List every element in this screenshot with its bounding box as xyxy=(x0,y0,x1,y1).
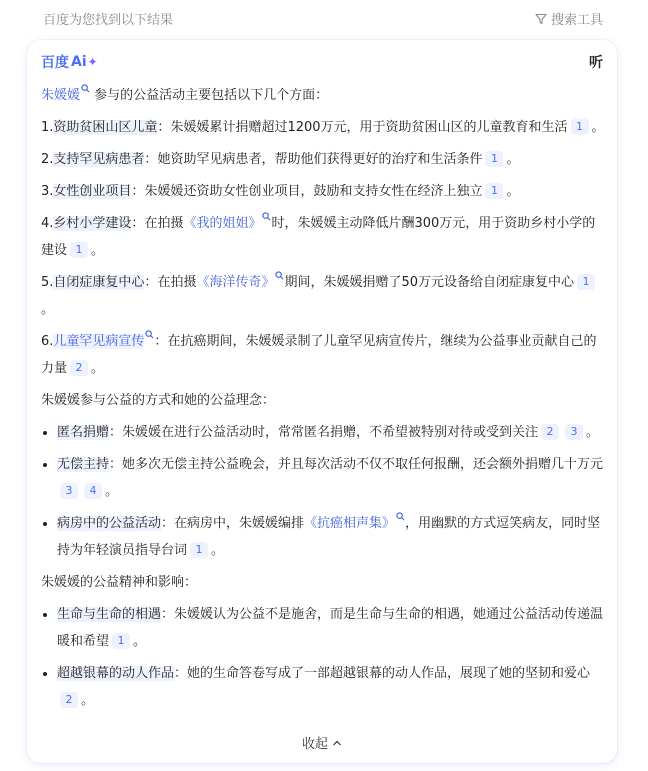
bullet-item: 超越银幕的动人作品：她的生命答卷写成了一部超越银幕的动人作品，展现了她的坚韧和爱心2 。 xyxy=(41,660,607,714)
section-heading: 朱媛媛的公益精神和影响： xyxy=(41,575,198,590)
listen-button[interactable]: 听 xyxy=(589,55,603,71)
answer-content xyxy=(41,82,607,719)
drama-link[interactable]: 《海洋传奇》 xyxy=(196,275,275,290)
citation-badge[interactable]: 1 xyxy=(577,274,595,290)
search-icon xyxy=(396,512,405,521)
list-item: 6.儿童罕见病宣传 ：在抗癌期间，朱媛媛录制了儿童罕见病宣传片，继续为公益事业贡献自己的力量 2 。 xyxy=(41,328,607,382)
list-item: 1.资助贫困山区儿童：朱媛媛累计捐赠超过1200万元，用于资助贫困山区的儿童教育和生活 1 。 xyxy=(41,120,605,135)
item-title: 女性创业项目 xyxy=(53,184,132,199)
search-tools-button[interactable] xyxy=(535,9,603,28)
item-title: 乡村小学建设 xyxy=(53,216,132,231)
item-title: 无偿主持 xyxy=(57,457,110,472)
bullet-dot xyxy=(43,613,47,617)
search-icon xyxy=(81,84,90,93)
citation-badge[interactable]: 1 xyxy=(112,633,130,649)
item-title-link[interactable]: 儿童罕见病宣传 xyxy=(53,334,145,349)
filter-icon xyxy=(535,13,547,25)
work-link[interactable]: 《抗癌相声集》 xyxy=(304,516,396,531)
bullet-item: 生命与生命的相遇：朱媛媛认为公益不是施舍，而是生命与生命的相遇，她通过公益活动传递温暖和希望 1 。 xyxy=(41,601,607,655)
citation-badge[interactable]: 2 xyxy=(60,692,78,708)
list-item: 2.支持罕见病患者：她资助罕见病患者，帮助他们获得更好的治疗和生活条件 1 。 xyxy=(41,152,520,167)
item-title: 资助贫困山区儿童 xyxy=(53,120,158,135)
bullet-item: 无偿主持：她多次无偿主持公益晚会，并且每次活动不仅不取任何报酬，还会额外捐赠几十万元3 4 。 xyxy=(41,451,607,505)
item-title: 自闭症康复中心 xyxy=(53,275,145,290)
item-title: 匿名捐赠 xyxy=(57,425,110,440)
person-link[interactable]: 朱媛媛 xyxy=(41,88,81,103)
item-title: 超越银幕的动人作品 xyxy=(57,666,175,681)
citation-badge[interactable]: 1 xyxy=(190,542,208,558)
list-item: 5.自闭症康复中心：在拍摄《海洋传奇》 期间，朱媛媛捐赠了50万元设备给自闭症康复中心 1。 xyxy=(41,269,607,323)
list-item: 3.女性创业项目：朱媛媛还资助女性创业项目，鼓励和支持女性在经济上独立 1 。 xyxy=(41,184,520,199)
results-header xyxy=(0,0,648,34)
item-title: 病房中的公益活动 xyxy=(57,516,162,531)
bullet-dot xyxy=(43,672,47,676)
citation-badge[interactable]: 3 xyxy=(565,424,583,440)
section-heading: 朱媛媛参与公益的方式和她的公益理念： xyxy=(41,393,276,408)
chevron-up-icon xyxy=(332,738,342,748)
sparkle-icon: ✦ xyxy=(87,55,98,69)
baidu-ai-logo: 百度 Ai ✦ xyxy=(41,54,98,71)
citation-badge[interactable]: 1 xyxy=(70,242,88,258)
citation-badge[interactable]: 4 xyxy=(84,483,102,499)
citation-badge[interactable]: 1 xyxy=(485,151,503,167)
bullet-dot xyxy=(43,463,47,467)
bullet-dot xyxy=(43,431,47,435)
list-item: 4.乡村小学建设：在拍摄《我的姐姐》 时，朱媛媛主动降低片酬300万元，用于资助乡村小学的建设 1 。 xyxy=(41,210,607,264)
bullet-item: 匿名捐赠：朱媛媛在进行公益活动时，常常匿名捐赠，不希望被特别对待或受到关注 2 3 。 xyxy=(41,419,607,446)
citation-badge[interactable]: 2 xyxy=(541,424,559,440)
citation-badge[interactable]: 1 xyxy=(571,119,589,135)
item-title: 生命与生命的相遇 xyxy=(57,607,162,622)
citation-badge[interactable]: 1 xyxy=(485,183,503,199)
collapse-button[interactable] xyxy=(27,733,617,752)
drama-link[interactable]: 《我的姐姐》 xyxy=(183,216,262,231)
item-title: 支持罕见病患者 xyxy=(53,152,145,167)
results-count-text: 百度为您找到以下结果 xyxy=(43,13,174,28)
bullet-item: 病房中的公益活动：在病房中，朱媛媛编排《抗癌相声集》 ，用幽默的方式逗笑病友，同时坚持为年轻演员指导台词 1 。 xyxy=(41,510,607,564)
intro-paragraph: 朱媛媛 参与的公益活动主要包括以下几个方面： xyxy=(41,82,607,109)
bullet-dot xyxy=(43,522,47,526)
citation-badge[interactable]: 2 xyxy=(70,360,88,376)
search-tools-label: 搜索工具 xyxy=(550,13,603,28)
ai-answer-card xyxy=(27,40,617,763)
collapse-label: 收起 xyxy=(301,737,328,752)
citation-badge[interactable]: 3 xyxy=(60,483,78,499)
